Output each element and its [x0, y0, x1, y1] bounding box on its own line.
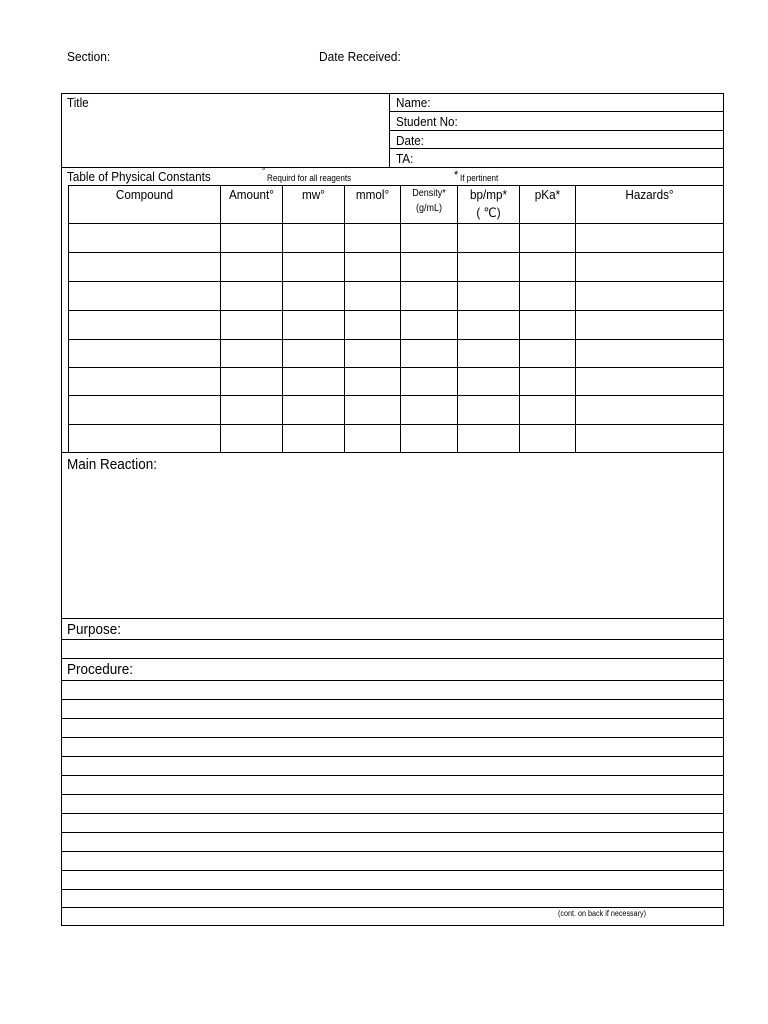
- frame-bottom-border: [61, 925, 724, 926]
- procedure-line: [61, 756, 724, 757]
- procedure-label: Procedure:: [67, 661, 134, 678]
- procedure-line: [61, 870, 724, 871]
- student-no-label: Student No:: [396, 114, 458, 129]
- table-col-divider: [519, 185, 520, 452]
- section-rule: [61, 658, 724, 659]
- table-col-divider: [575, 185, 576, 452]
- table-bottom-rule: [61, 452, 724, 453]
- date-label: Date:: [396, 133, 424, 148]
- procedure-line: [61, 718, 724, 719]
- col-header-bpmp: bp/mp*: [469, 187, 508, 202]
- procedure-line: [61, 699, 724, 700]
- section-rule: [61, 618, 724, 619]
- frame-top-border: [61, 93, 724, 94]
- frame-right-border: [723, 93, 724, 926]
- info-rule: [389, 148, 724, 149]
- col-header-density-unit: (g/mL): [415, 203, 443, 214]
- info-rule: [389, 130, 724, 131]
- purpose-label: Purpose:: [67, 621, 122, 638]
- required-note: Requird for all reagents: [267, 173, 352, 183]
- procedure-line: [61, 889, 724, 890]
- top-box-bottom-rule: [61, 167, 724, 168]
- procedure-line: [61, 907, 724, 908]
- table-col-divider: [220, 185, 221, 452]
- pertinent-mark: *: [454, 168, 459, 182]
- table-row-rule: [68, 339, 724, 340]
- col-header-bpmp-unit: ( ℃): [476, 205, 501, 220]
- section-label: Section:: [67, 49, 111, 64]
- procedure-line: [61, 832, 724, 833]
- procedure-line: [61, 680, 724, 681]
- col-header-compound: Compound: [115, 187, 174, 202]
- procedure-line: [61, 775, 724, 776]
- table-col-divider: [282, 185, 283, 452]
- col-header-mmol: mmol°: [355, 187, 390, 202]
- title-label: Title: [67, 95, 89, 110]
- table-row-rule: [68, 252, 724, 253]
- table-col-divider: [400, 185, 401, 452]
- main-reaction-area[interactable]: [62, 476, 723, 617]
- constants-heading: Table of Physical Constants: [67, 169, 211, 184]
- table-row-rule: [68, 223, 724, 224]
- col-header-amount: Amount°: [228, 187, 274, 202]
- continuation-note: (cont. on back if necessary): [558, 909, 647, 918]
- col-header-mw: mw°: [302, 187, 325, 202]
- col-header-pka: pKa*: [534, 187, 561, 202]
- procedure-line: [61, 737, 724, 738]
- table-row-rule: [68, 281, 724, 282]
- table-col-divider: [344, 185, 345, 452]
- col-header-hazards: Hazards°: [625, 187, 674, 202]
- procedure-line: [61, 851, 724, 852]
- col-header-density: Density*: [412, 188, 446, 199]
- procedure-line: [61, 794, 724, 795]
- table-row-rule: [68, 395, 724, 396]
- info-rule: [389, 111, 724, 112]
- purpose-field[interactable]: [62, 640, 723, 658]
- name-label: Name:: [396, 95, 431, 110]
- table-row-rule: [68, 367, 724, 368]
- table-row-rule: [68, 310, 724, 311]
- table-left-border: [68, 185, 69, 452]
- main-reaction-label: Main Reaction:: [67, 456, 158, 473]
- ta-label: TA:: [396, 151, 414, 166]
- table-col-divider: [457, 185, 458, 452]
- date-received-label: Date Received:: [319, 49, 401, 64]
- pertinent-note: If pertinent: [460, 173, 499, 183]
- table-row-rule: [68, 424, 724, 425]
- table-top-rule: [68, 185, 724, 186]
- required-mark: °: [262, 166, 266, 176]
- procedure-line: [61, 813, 724, 814]
